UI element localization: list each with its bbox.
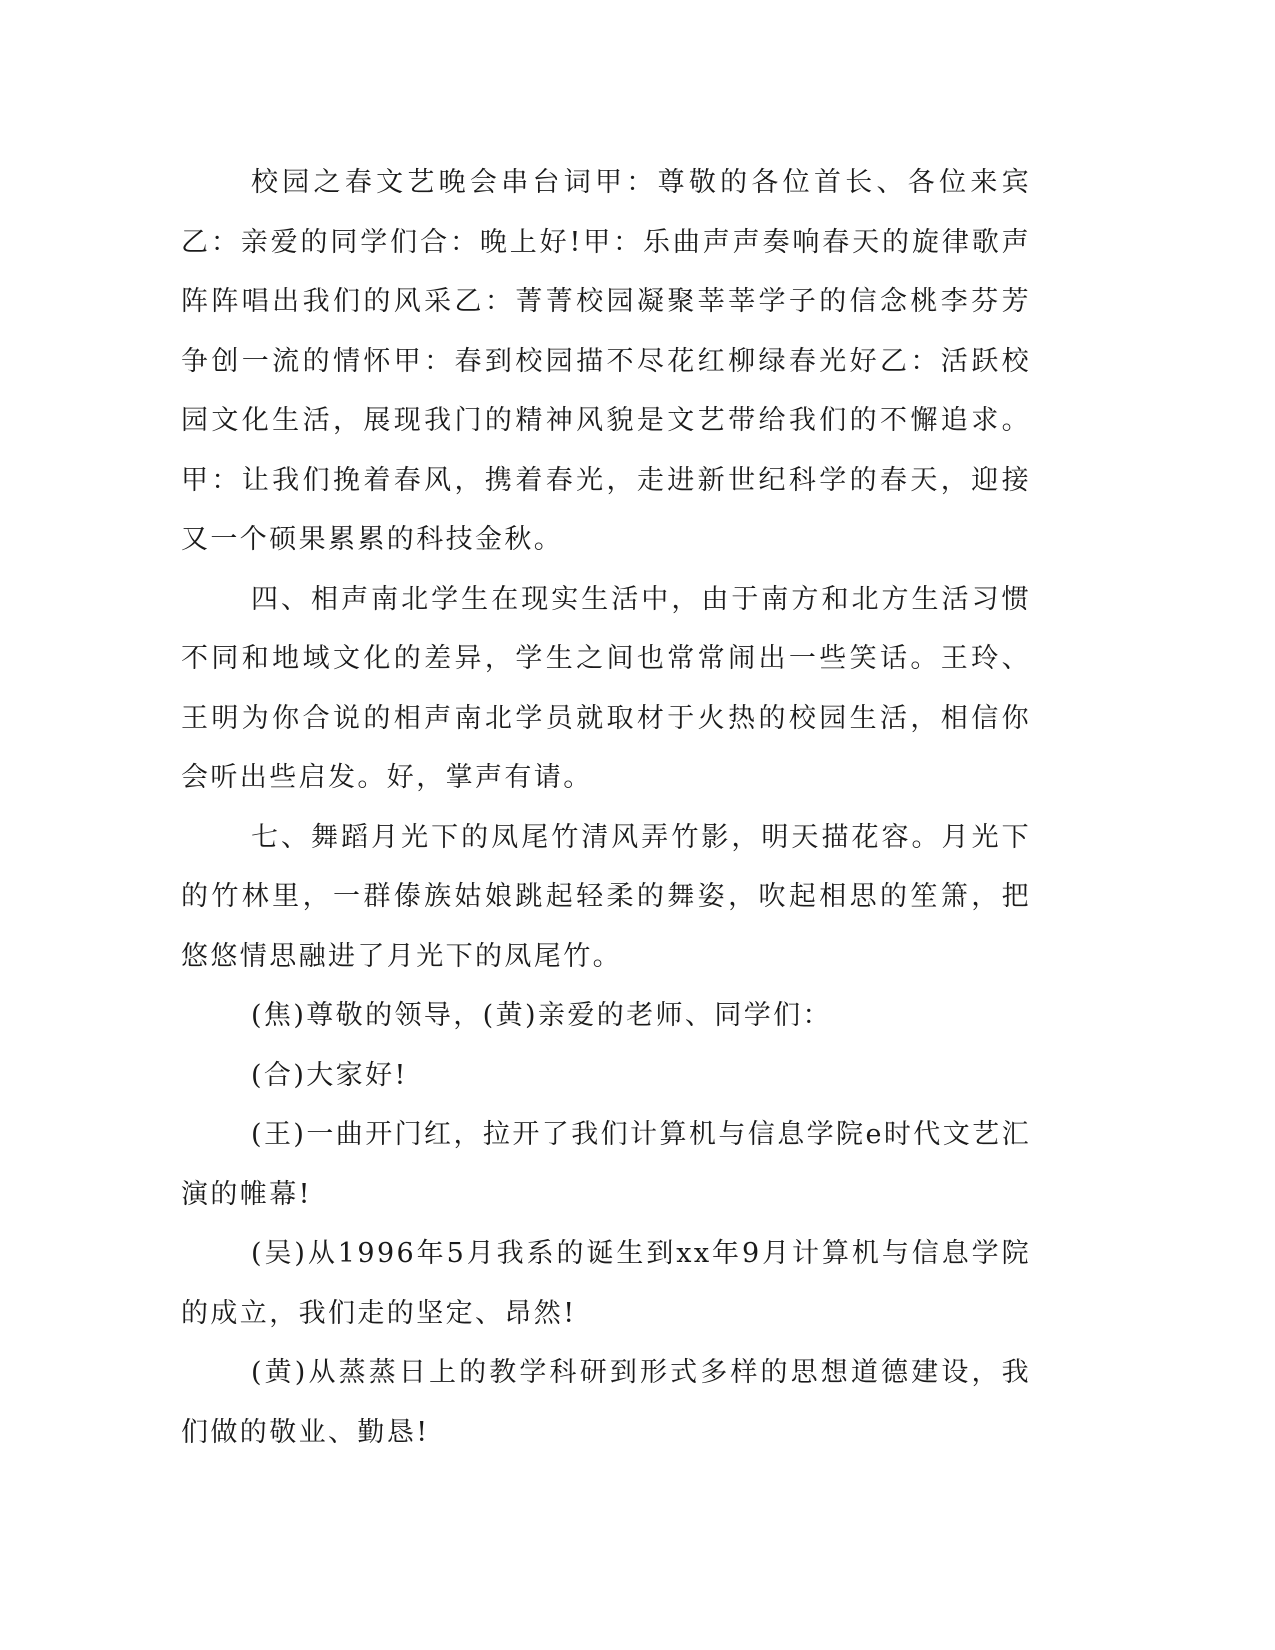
paragraph: (吴)从1996年5月我系的诞生到xx年9月计算机与信息学院的成立，我们走的坚定、昂然! [181, 1238, 1031, 1329]
paragraph: (焦)尊敬的领导，(黄)亲爱的老师、同学们： [251, 1000, 832, 1031]
paragraph: 校园之春文艺晚会串台词甲：尊敬的各位首长、各位来宾乙：亲爱的同学们合：晚上好!甲：乐曲声声奏响春天的旋律歌声阵阵唱出我们的风采乙：菁菁校园凝聚莘莘学子的信念桃李芬芳争创一流的情怀甲：春到校园描不尽花红柳绿春光好乙：活跃校园文化生活，展现我门的精神风貌是文艺带给我们的不懈追求。甲：让我们挽着春风，携着春光，走进新世纪科学的春天，迎接又一个硕果累累的科技金秋。 [181, 167, 1031, 555]
paragraph: (黄)从蒸蒸日上的教学科研到形式多样的思想道德建设，我们做的敬业、勤恳! [181, 1357, 1031, 1448]
paragraph: 七、舞蹈月光下的凤尾竹清风弄竹影，明天描花容。月光下的竹林里，一群傣族姑娘跳起轻柔的舞姿，吹起相思的笙箫，把悠悠情思融进了月光下的凤尾竹。 [181, 821, 1031, 972]
document-body [181, 153, 1031, 1462]
paragraph: (合)大家好! [251, 1059, 408, 1091]
paragraph: 四、相声南北学生在现实生活中，由于南方和北方生活习惯不同和地域文化的差异，学生之间也常常闹出一些笑话。王玲、王明为你合说的相声南北学员就取材于火热的校园生活，相信你会听出些启发。好，掌声有请。 [181, 583, 1031, 793]
paragraph: (王)一曲开门红，拉开了我们计算机与信息学院e时代文艺汇演的帷幕! [181, 1119, 1031, 1210]
